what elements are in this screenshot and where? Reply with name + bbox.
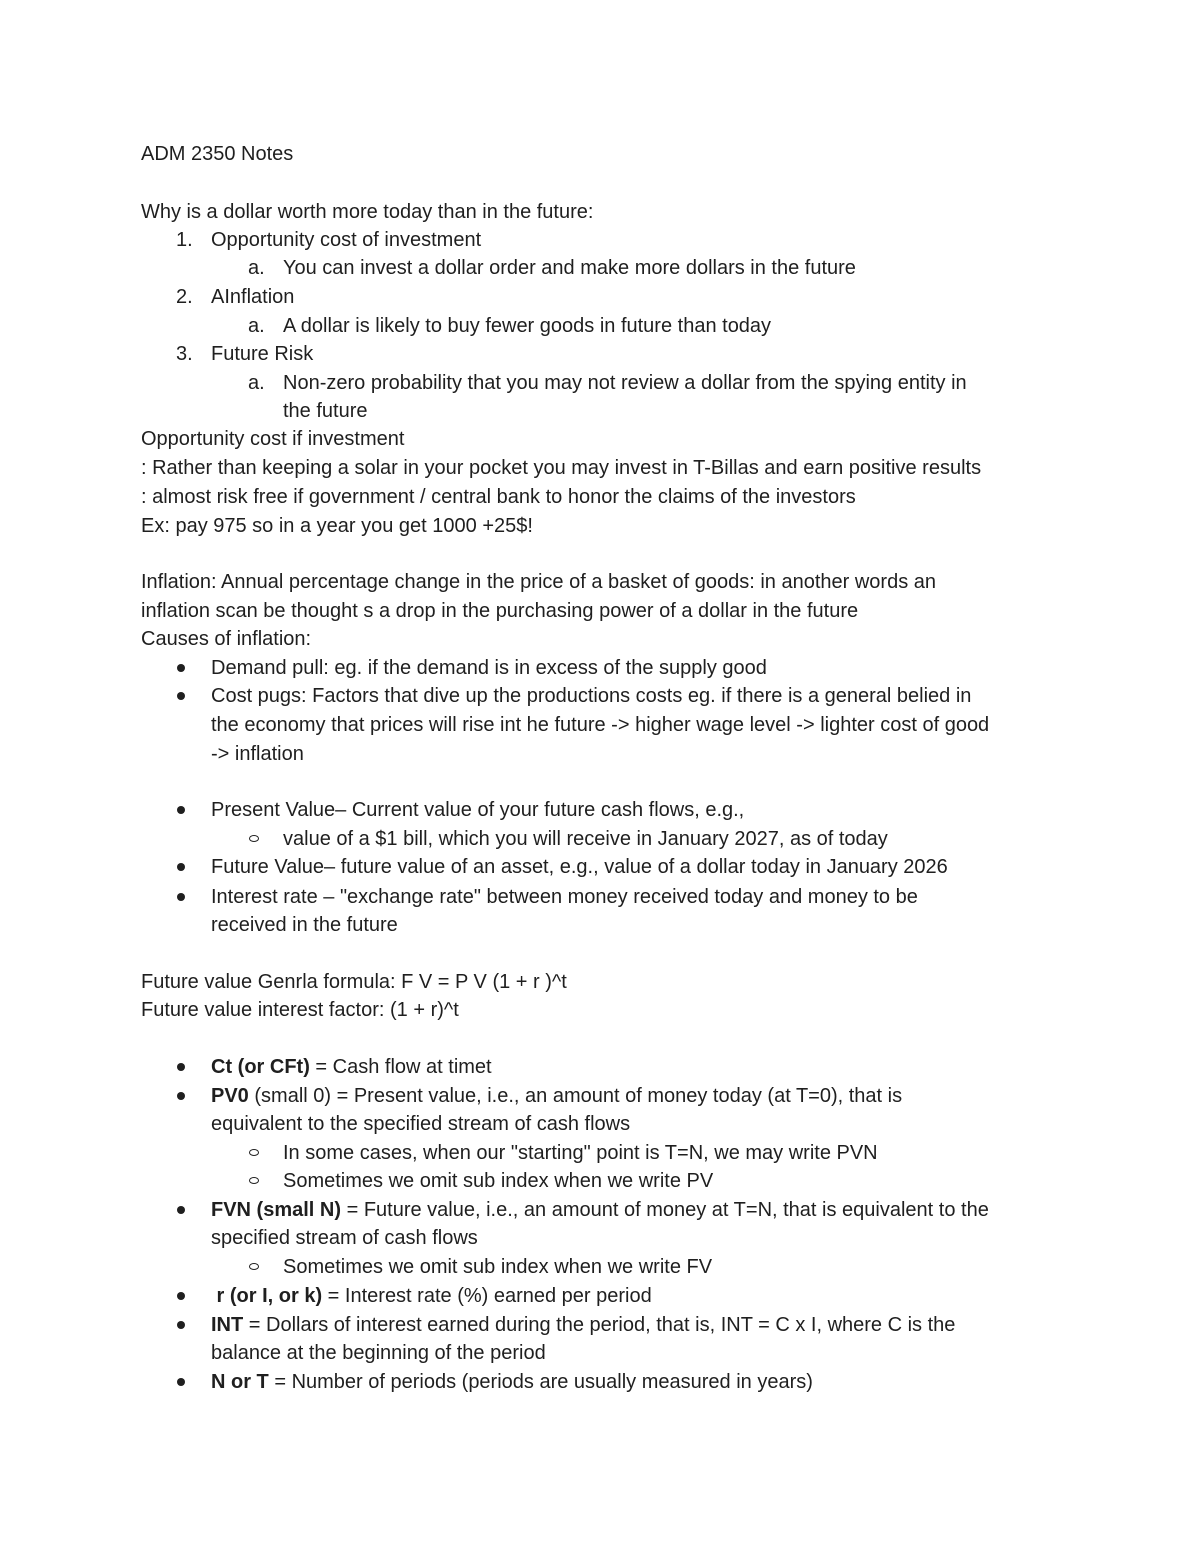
- definition-item: [211, 1311, 955, 1339]
- sub-list-item: Sometimes we omit sub index when we write FV: [283, 1256, 713, 1278]
- sub-list-item: Sometimes we omit sub index when we write PV: [283, 1170, 714, 1192]
- sub-list-item: Non-zero probability that you may not review a dollar from the spying entity in: [283, 372, 967, 394]
- causes-heading: Causes of inflation:: [141, 628, 312, 650]
- definition-item: [211, 1282, 652, 1310]
- bullet-icon: [177, 692, 185, 700]
- sub-list-item: You can invest a dollar order and make more dollars in the future: [283, 257, 856, 279]
- definition-text: = Future value, i.e., an amount of money at T=N, that is equivalent to the: [341, 1199, 989, 1221]
- definition-text: (small 0) = Present value, i.e., an amount of money today (at T=0), that is: [248, 1085, 903, 1107]
- definition-item: [211, 1053, 492, 1081]
- definition-text: = Cash flow at timet: [309, 1056, 492, 1078]
- definition-term: r (or I, or k): [211, 1285, 323, 1307]
- list-number: 2.: [176, 286, 193, 308]
- paragraph-line: : Rather than keeping a solar in your pocket you may invest in T-Billas and earn positive results: [141, 457, 982, 479]
- opportunity-heading: Opportunity cost if investment: [141, 428, 405, 450]
- list-number: 1.: [176, 229, 193, 251]
- definition-cont: balance at the beginning of the period: [211, 1342, 546, 1364]
- list-item: Future Risk: [211, 343, 314, 365]
- definition-text: = Dollars of interest earned during the period, that is, INT = C x I, where C is the: [243, 1314, 956, 1336]
- definition-text: = Interest rate (%) earned per period: [322, 1285, 652, 1307]
- list-letter: a.: [248, 257, 265, 279]
- sub-list-item: value of a $1 bill, which you will receive in January 2027, as of today: [283, 828, 888, 850]
- list-item: Interest rate – "exchange rate" between money received today and money to be: [211, 886, 918, 908]
- paragraph-line: Ex: pay 975 so in a year you get 1000 +25$!: [141, 515, 533, 537]
- definition-term: INT: [211, 1314, 244, 1336]
- definition-item: [211, 1368, 813, 1396]
- bullet-icon: [177, 863, 185, 871]
- list-item: AInflation: [211, 286, 295, 308]
- sub-list-item: In some cases, when our "starting" point is T=N, we may write PVN: [283, 1142, 878, 1164]
- bullet-icon: [177, 664, 185, 672]
- sub-list-item-cont: the future: [283, 400, 368, 422]
- definition-term: Ct (or CFt): [211, 1056, 310, 1078]
- formula-line: Future value interest factor: (1 + r)^t: [141, 999, 459, 1021]
- bullet-icon: [177, 1206, 185, 1214]
- bullet-icon: [177, 1292, 185, 1300]
- hollow-bullet-icon: [249, 835, 259, 842]
- document-title: ADM 2350 Notes: [141, 143, 294, 165]
- list-item: Cost pugs: Factors that dive up the productions costs eg. if there is a general belied in: [211, 685, 972, 707]
- bullet-icon: [177, 1092, 185, 1100]
- bullet-icon: [177, 1378, 185, 1386]
- list-letter: a.: [248, 372, 265, 394]
- list-letter: a.: [248, 315, 265, 337]
- hollow-bullet-icon: [249, 1149, 259, 1156]
- list-item: Present Value– Current value of your future cash flows, e.g.,: [211, 799, 745, 821]
- definition-term: FVN (small N): [211, 1199, 342, 1221]
- definition-item: [211, 1082, 902, 1110]
- list-item: Future Value– future value of an asset, e.g., value of a dollar today in January 2026: [211, 856, 948, 878]
- list-item: Opportunity cost of investment: [211, 229, 482, 251]
- list-item: Demand pull: eg. if the demand is in excess of the supply good: [211, 657, 767, 679]
- paragraph-line: Inflation: Annual percentage change in the price of a basket of goods: in another words an: [141, 571, 936, 593]
- sub-list-item: A dollar is likely to buy fewer goods in future than today: [283, 315, 772, 337]
- hollow-bullet-icon: [249, 1263, 259, 1270]
- definition-cont: equivalent to the specified stream of cash flows: [211, 1113, 631, 1135]
- definition-cont: specified stream of cash flows: [211, 1227, 478, 1249]
- paragraph-line: : almost risk free if government / central bank to honor the claims of the investors: [141, 486, 856, 508]
- hollow-bullet-icon: [249, 1177, 259, 1184]
- bullet-icon: [177, 806, 185, 814]
- bullet-icon: [177, 1321, 185, 1329]
- bullet-icon: [177, 893, 185, 901]
- definition-term: PV0: [211, 1085, 249, 1107]
- definition-term: N or T: [211, 1371, 269, 1393]
- definition-text: = Number of periods (periods are usually measured in years): [268, 1371, 813, 1393]
- list-number: 3.: [176, 343, 193, 365]
- why-heading: Why is a dollar worth more today than in the future:: [141, 201, 594, 223]
- bullet-icon: [177, 1063, 185, 1071]
- formula-line: Future value Genrla formula: F V = P V (1 + r )^t: [141, 971, 567, 993]
- list-item-cont: received in the future: [211, 914, 398, 936]
- definition-item: [211, 1196, 989, 1224]
- paragraph-line: inflation scan be thought s a drop in the purchasing power of a dollar in the future: [141, 600, 859, 622]
- list-item-cont: -> inflation: [211, 743, 304, 765]
- list-item-cont: the economy that prices will rise int he future -> higher wage level -> lighter cost of good: [211, 714, 990, 736]
